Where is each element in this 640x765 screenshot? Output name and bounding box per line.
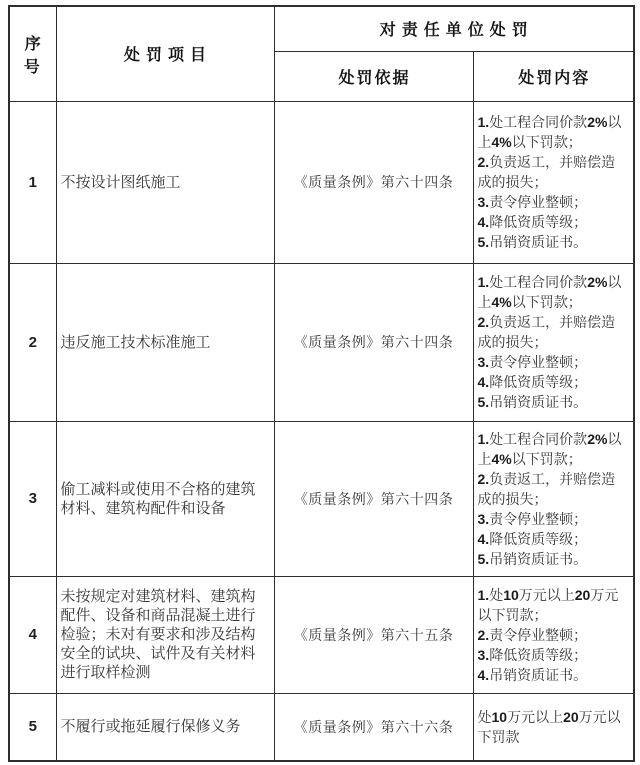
content-line: 4.降低资质等级； — [477, 374, 588, 390]
content-line: 5.吊销资质证书。 — [477, 234, 588, 250]
table-row — [9, 263, 634, 421]
content-line: 4.吊销资质证书。 — [477, 666, 588, 683]
row-serial: 3 — [9, 421, 56, 576]
header-row-top — [9, 6, 634, 51]
content-line: 1.处工程合同价款2%以上4%以下罚款； — [477, 274, 622, 310]
content-line: 4.降低资质等级； — [477, 214, 588, 230]
content-line: 2.负责返工，并赔偿造成的损失； — [477, 470, 616, 507]
row-content — [473, 576, 634, 693]
content-line: 5.吊销资质证书。 — [477, 394, 588, 410]
row-item: 违反施工技术标准施工 — [56, 263, 274, 421]
table-row — [9, 576, 634, 693]
row-basis: 《质量条例》第六十四条 — [274, 101, 473, 263]
row-basis: 《质量条例》第六十四条 — [274, 421, 473, 576]
row-item: 不履行或拖延履行保修义务 — [56, 693, 274, 761]
header-basis: 处罚依据 — [274, 51, 473, 101]
content-line: 1.处工程合同价款2%以上4%以下罚款； — [477, 430, 622, 467]
content-line: 1.处10万元以上20万元以下罚款； — [477, 586, 619, 623]
row-basis: 《质量条例》第六十六条 — [274, 693, 473, 761]
content-line: 处10万元以上20万元以下罚款 — [477, 708, 621, 745]
row-content — [473, 421, 634, 576]
content-line: 4.降低资质等级； — [477, 530, 588, 547]
content-line: 2.责令停业整顿； — [477, 626, 588, 643]
header-item: 处罚项目 — [56, 6, 274, 101]
header-content: 处罚内容 — [473, 51, 634, 101]
header-group: 对责任单位处罚 — [274, 6, 634, 51]
content-line: 5.吊销资质证书。 — [477, 550, 588, 567]
content-line: 3.责令停业整顿； — [477, 354, 588, 370]
row-content — [473, 101, 634, 263]
row-item: 偷工减料或使用不合格的建筑材料、建筑构配件和设备 — [56, 421, 274, 576]
table-row — [9, 101, 634, 263]
row-basis: 《质量条例》第六十四条 — [274, 263, 473, 421]
row-item: 未按规定对建筑材料、建筑构配件、设备和商品混凝土进行检验；未对有要求和涉及结构安全的试块、试件及有关材料进行取样检测 — [56, 576, 274, 693]
content-line: 2.负责返工，并赔偿造成的损失； — [477, 154, 616, 190]
header-serial: 序号 — [9, 6, 56, 101]
row-serial: 5 — [9, 693, 56, 761]
content-line: 3.责令停业整顿； — [477, 194, 588, 210]
content-line: 2.负责返工，并赔偿造成的损失； — [477, 314, 616, 350]
content-line: 3.降低资质等级； — [477, 646, 588, 663]
row-serial: 4 — [9, 576, 56, 693]
row-item: 不按设计图纸施工 — [56, 101, 274, 263]
row-content — [473, 693, 634, 761]
row-serial: 2 — [9, 263, 56, 421]
content-line: 1.处工程合同价款2%以上4%以下罚款； — [477, 114, 622, 150]
row-content — [473, 263, 634, 421]
row-basis: 《质量条例》第六十五条 — [274, 576, 473, 693]
table-row — [9, 693, 634, 761]
table-row — [9, 421, 634, 576]
row-serial: 1 — [9, 101, 56, 263]
penalty-table — [8, 5, 635, 762]
content-line: 3.责令停业整顿； — [477, 510, 588, 527]
